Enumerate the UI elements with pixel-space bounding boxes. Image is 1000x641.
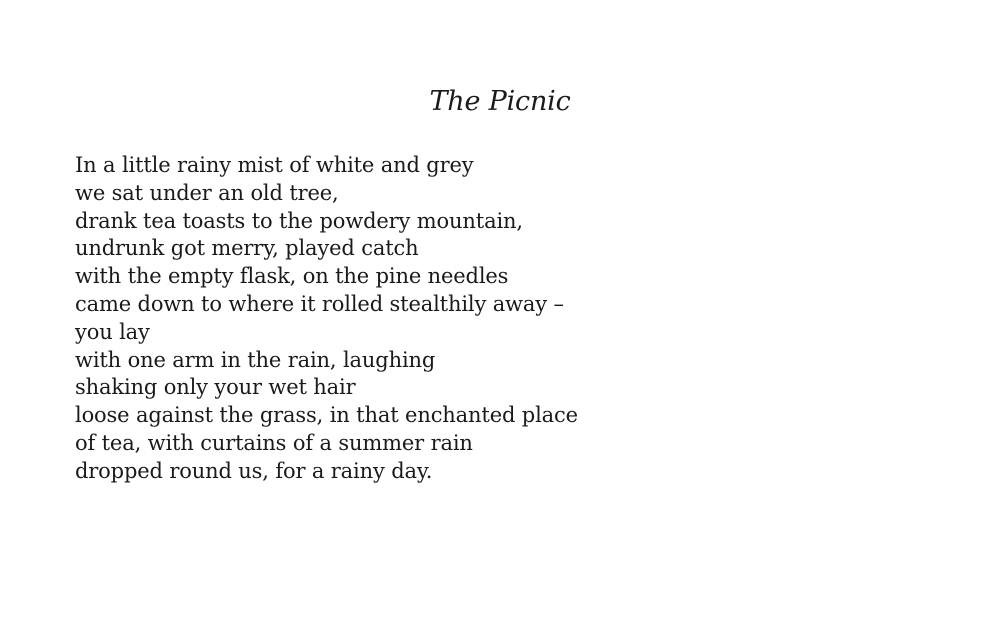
poem-line: of tea, with curtains of a summer rain [75, 430, 473, 455]
poem-line: with one arm in the rain, laughing [75, 347, 436, 372]
poem-line: undrunk got merry, played catch [75, 236, 419, 261]
poem-line: came down to where it rolled stealthily away – [75, 291, 564, 316]
poem-line: loose against the grass, in that enchanted place [75, 403, 578, 428]
poem-line: drank tea toasts to the powdery mountain, [75, 208, 523, 233]
poem-title: The Picnic [429, 86, 571, 117]
poem-line: with the empty flask, on the pine needles [75, 264, 509, 289]
poem-line: In a little rainy mist of white and grey [75, 153, 474, 177]
poem-line: we sat under an old tree, [75, 180, 339, 205]
poem-body [75, 152, 955, 486]
poem-line: you lay [75, 319, 150, 344]
poem-line: dropped round us, for a rainy day. [75, 458, 433, 483]
poem-line: shaking only your wet hair [75, 375, 356, 400]
